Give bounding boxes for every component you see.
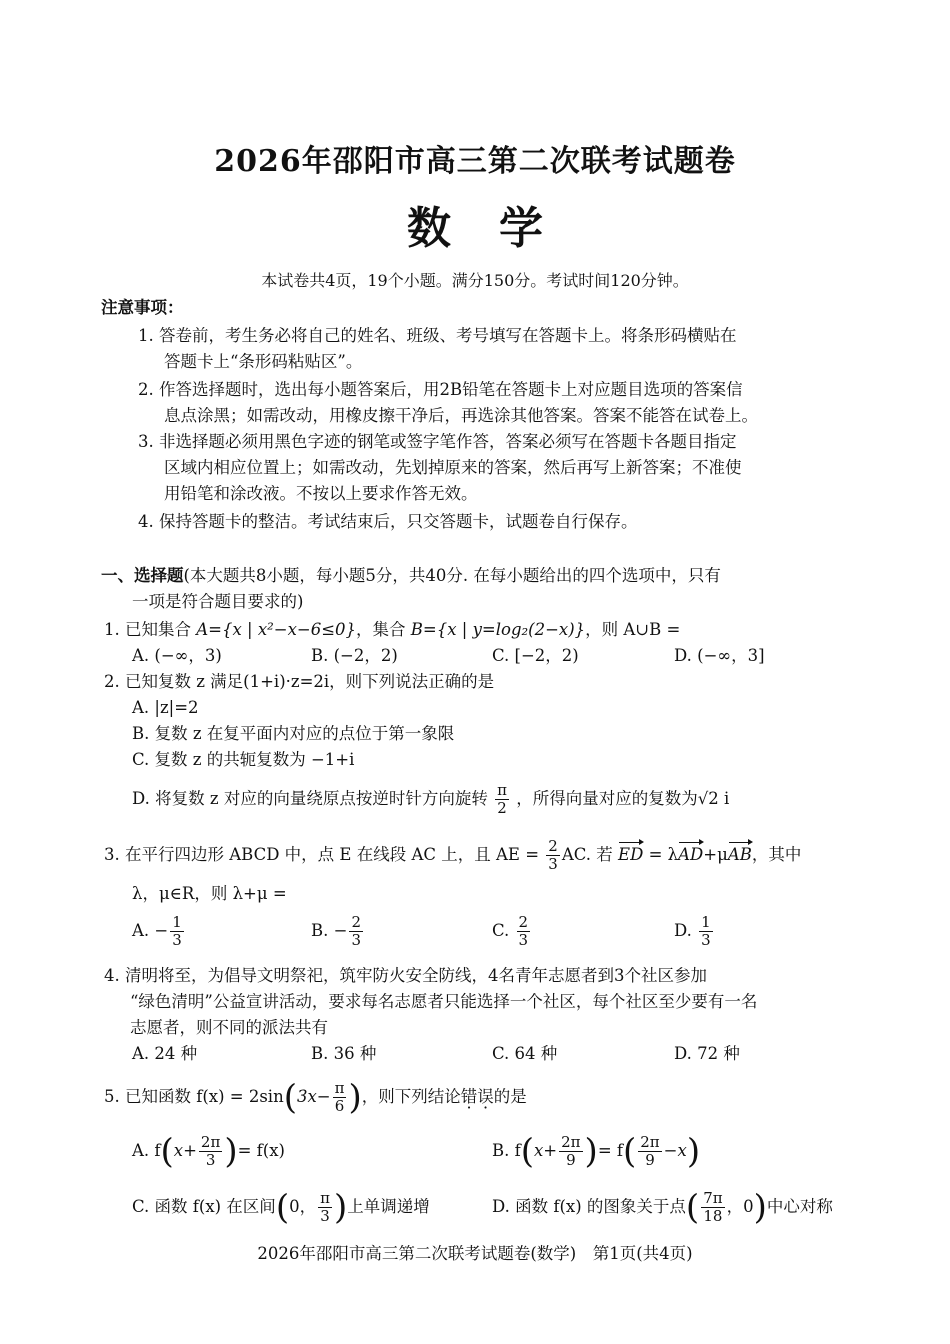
q1-text: ，集合 (356, 620, 406, 639)
fraction (349, 914, 363, 949)
fraction (199, 1134, 222, 1169)
q1-set-a: A={x | x²−x−6≤0} (196, 620, 357, 639)
opt-text: 0， (289, 1197, 317, 1216)
paren-right: ) (753, 1187, 767, 1228)
paren-left: ( (275, 1187, 290, 1228)
numerator: 2π (640, 1133, 660, 1151)
numerator: 2π (561, 1133, 581, 1151)
q3-stem-line2: λ，μ∈R，则 λ+μ = (132, 884, 287, 903)
note-line: 答题卡上“条形码粘贴区”。 (164, 352, 363, 371)
numerator: π (497, 781, 507, 799)
note-line: 1. 答卷前，考生务必将自己的姓名、班级、考号填写在答题卡上。将条形码横贴在 (138, 326, 737, 345)
fraction (701, 1190, 724, 1225)
q5-option-b (492, 1131, 701, 1172)
option-label: A. (132, 921, 150, 940)
paren-right: ) (224, 1131, 238, 1172)
numerator: π (334, 1079, 345, 1097)
q1-option-c: C. [−2，2) (492, 646, 579, 665)
q3-text: +μ (703, 845, 728, 864)
notes-heading: 注意事项： (101, 298, 184, 317)
q4-stem-line: 4. 清明将至，为倡导文明祭祀，筑牢防火安全防线，4名青年志愿者到3个社区参加 (104, 966, 707, 985)
numerator: π (320, 1189, 330, 1207)
opt-text: D. 函数 f(x) 的图象关于点 (492, 1197, 686, 1216)
denominator: 18 (703, 1207, 723, 1225)
vector-ab: AB (727, 845, 752, 864)
emphasis-char: 误 (477, 1087, 494, 1106)
exam-title: 2026年邵阳市高三第二次联考试题卷 (214, 144, 736, 179)
q3-text: 3. 在平行四边形 ABCD 中，点 E 在线段 AC 上，且 AE = (104, 845, 540, 864)
q4-stem-line: “绿色清明”公益宣讲活动，要求每名志愿者只能选择一个社区，每个社区至少要有一名 (130, 992, 758, 1011)
numerator: 2 (518, 913, 529, 931)
q2-option-a: A. |z|=2 (132, 698, 199, 717)
page-footer: 2026年邵阳市高三第二次联考试题卷(数学) 第1页(共4页) (257, 1244, 693, 1263)
q1-stem (104, 620, 680, 640)
q2-option-d (132, 782, 729, 817)
q3-text: = λ (648, 845, 679, 864)
fraction (559, 1134, 582, 1169)
paren-left: ( (685, 1187, 700, 1228)
denominator: 3 (351, 931, 361, 949)
option-label: D. (674, 921, 692, 940)
numerator: 2π (200, 1133, 221, 1151)
numerator: 2 (351, 913, 361, 931)
q1-option-d: D. (−∞，3] (674, 646, 765, 665)
opt-text: B. f (492, 1141, 521, 1160)
vector-ed: ED (618, 845, 644, 864)
paren-left: ( (623, 1131, 637, 1172)
q2-d-text: D. 将复数 z 对应的向量绕原点按逆时针方向旋转 (132, 789, 488, 808)
numerator: 1 (701, 913, 711, 931)
opt-text: x+ (173, 1141, 197, 1160)
paren-right: ) (686, 1131, 701, 1172)
paren-right: ) (333, 1187, 348, 1228)
q5-text: 5. 已知函数 f(x) = 2sin (104, 1087, 284, 1106)
denominator: 9 (566, 1151, 576, 1169)
section1-desc: (本大题共8小题，每小题5分，共40分. 在每小题给出的四个选项中，只有 (183, 566, 721, 585)
q2-option-c: C. 复数 z 的共轭复数为 −1+i (132, 750, 355, 769)
q3-stem (104, 838, 801, 873)
q4-option-a: A. 24 种 (132, 1044, 198, 1063)
vector-ad: AD (678, 845, 704, 864)
opt-text: A. f (132, 1141, 161, 1160)
q5-stem (104, 1077, 527, 1118)
sign: − (333, 921, 348, 940)
fraction (495, 782, 509, 817)
denominator: 3 (518, 931, 529, 949)
q1-option-b: B. (−2，2) (311, 646, 398, 665)
q4-stem-line: 志愿者，则不同的派法共有 (130, 1018, 328, 1037)
q5-option-d (492, 1187, 833, 1228)
denominator: 3 (701, 931, 711, 949)
denominator: 2 (497, 799, 507, 817)
section1-header (101, 566, 721, 586)
paren-right: ) (584, 1131, 598, 1172)
q3-text: ，其中 (751, 845, 802, 864)
numerator: 1 (172, 913, 182, 931)
opt-text: ，0 (726, 1197, 754, 1216)
note-line: 2. 作答选择题时，选出每小题答案后，用2B铅笔在答题卡上对应题目选项的答案信 (138, 380, 743, 399)
opt-text: = f (597, 1141, 623, 1160)
q5-option-a (132, 1131, 285, 1172)
paren-left: ( (520, 1131, 534, 1172)
section1-desc-cont: 一项是符合题目要求的) (132, 592, 304, 611)
opt-text: −x (663, 1141, 687, 1160)
note-line: 4. 保持答题卡的整洁。考试结束后，只交答题卡，试题卷自行保存。 (138, 512, 638, 531)
paren-left: ( (283, 1077, 297, 1118)
q3-option-a (132, 914, 186, 949)
opt-text: C. 函数 f(x) 在区间 (132, 1197, 276, 1216)
q3-option-b (311, 914, 365, 949)
emphasis-char: 错 (460, 1087, 478, 1106)
q3-option-c (492, 914, 532, 949)
q3-option-d (674, 914, 715, 949)
fraction (318, 1190, 332, 1225)
denominator: 3 (548, 855, 558, 873)
q1-set-b: B={x | y=log₂(2−x)} (410, 620, 586, 639)
note-line: 3. 非选择题必须用黑色字迹的钢笔或签字笔作答，答案必须写在答题卡各题目指定 (138, 432, 737, 451)
fraction (170, 914, 184, 949)
note-line: 用铅笔和涂改液。不按以上要求作答无效。 (164, 484, 478, 503)
q4-option-d: D. 72 种 (674, 1044, 740, 1063)
note-line: 息点涂黑；如需改动，用橡皮擦干净后，再选涂其他答案。答案不能答在试卷上。 (164, 406, 758, 425)
q4-option-b: B. 36 种 (311, 1044, 377, 1063)
numerator: 7π (703, 1189, 723, 1207)
q5-option-c (132, 1187, 430, 1228)
paren-right: ) (348, 1077, 362, 1118)
denominator: 6 (334, 1097, 345, 1115)
numerator: 2 (548, 837, 558, 855)
opt-text: 中心对称 (766, 1197, 833, 1216)
q1-text: ，则 A∪B = (585, 620, 681, 639)
fraction (546, 838, 560, 873)
exam-info: 本试卷共4页，19个小题。满分150分。考试时间120分钟。 (261, 271, 689, 290)
opt-text: x+ (534, 1141, 558, 1160)
section1-label: 一、选择题 (101, 566, 184, 585)
q2-d-text: ，所得向量对应的复数为√2 i (516, 789, 730, 808)
q2-option-b: B. 复数 z 在复平面内对应的点位于第一象限 (132, 724, 455, 743)
denominator: 3 (320, 1207, 330, 1225)
q1-text: 1. 已知集合 (104, 620, 191, 639)
q2-stem: 2. 已知复数 z 满足(1+i)·z=2i，则下列说法正确的是 (104, 672, 495, 691)
opt-text: 上单调递增 (347, 1197, 430, 1216)
q5-arg: 3x− (296, 1087, 331, 1106)
q5-text: ，则下列结论 (361, 1087, 461, 1106)
denominator: 3 (172, 931, 182, 949)
q1-option-a: A. (−∞，3) (132, 646, 222, 665)
opt-text: = f(x) (237, 1141, 285, 1160)
denominator: 3 (205, 1151, 216, 1169)
sign: − (154, 921, 169, 940)
fraction (638, 1134, 661, 1169)
q4-option-c: C. 64 种 (492, 1044, 558, 1063)
q3-text: AC. 若 (561, 845, 613, 864)
subject-title: 数学 (407, 203, 591, 254)
note-line: 区域内相应位置上；如需改动，先划掉原来的答案，然后再写上新答案；不准使 (164, 458, 742, 477)
fraction (699, 914, 713, 949)
fraction (333, 1080, 347, 1115)
paren-left: ( (160, 1131, 174, 1172)
option-label: B. (311, 921, 329, 940)
denominator: 9 (645, 1151, 655, 1169)
fraction (517, 914, 531, 949)
q5-text: 的是 (493, 1087, 527, 1106)
option-label: C. (492, 921, 510, 940)
